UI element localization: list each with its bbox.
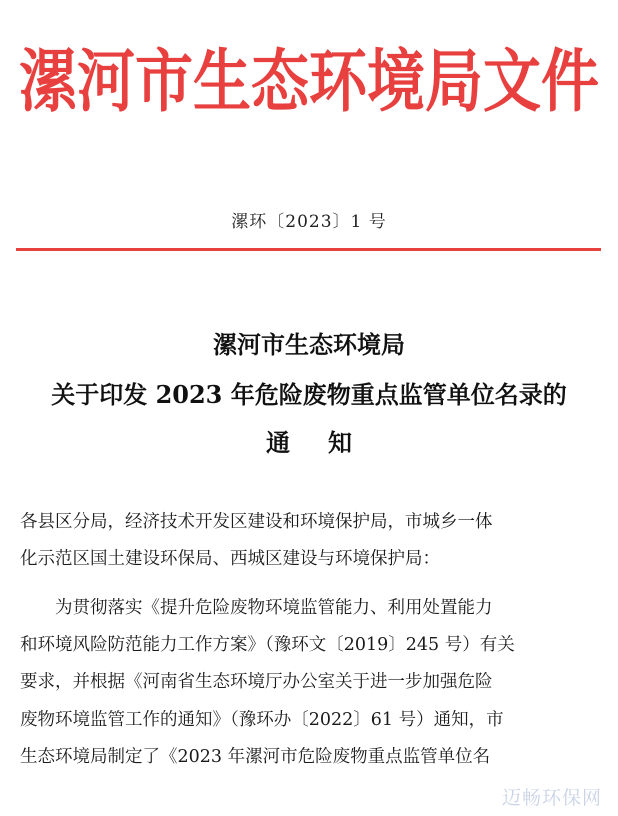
- notice-title-line-1: 漯河市生态环境局: [213, 330, 405, 359]
- body-line-3: 为贯彻落实《提升危险废物环境监管能力、利用处置能力: [55, 598, 493, 618]
- body-line-4: 和环境风险防范能力工作方案》（豫环文〔2019〕245 号）有关: [20, 635, 515, 655]
- body-line-5: 要求，并根据《河南省生态环境厅办公室关于进一步加强危险: [20, 672, 493, 692]
- notice-title-line-2: 关于印发 2023 年危险废物重点监管单位名录的: [51, 380, 567, 409]
- site-watermark: 迈畅环保网: [501, 787, 602, 809]
- body-line-2: 化示范区国土建设环保局、西城区建设与环境保护局：: [20, 549, 440, 569]
- notice-title-line-3: 通知: [266, 428, 390, 457]
- red-header-issuer: 漯河市生态环境局文件: [18, 41, 599, 122]
- body-line-7: 生态环境局制定了《2023 年漯河市危险废物重点监管单位名: [20, 747, 491, 767]
- body-line-6: 废物环境监管工作的通知》（豫环办〔2022〕61 号）通知，市: [20, 710, 504, 730]
- body-line-1: 各县区分局，经济技术开发区建设和环境保护局，市城乡一体: [20, 512, 493, 532]
- document-number: 漯环〔2023〕1 号: [231, 212, 387, 232]
- red-divider-line: [16, 248, 601, 251]
